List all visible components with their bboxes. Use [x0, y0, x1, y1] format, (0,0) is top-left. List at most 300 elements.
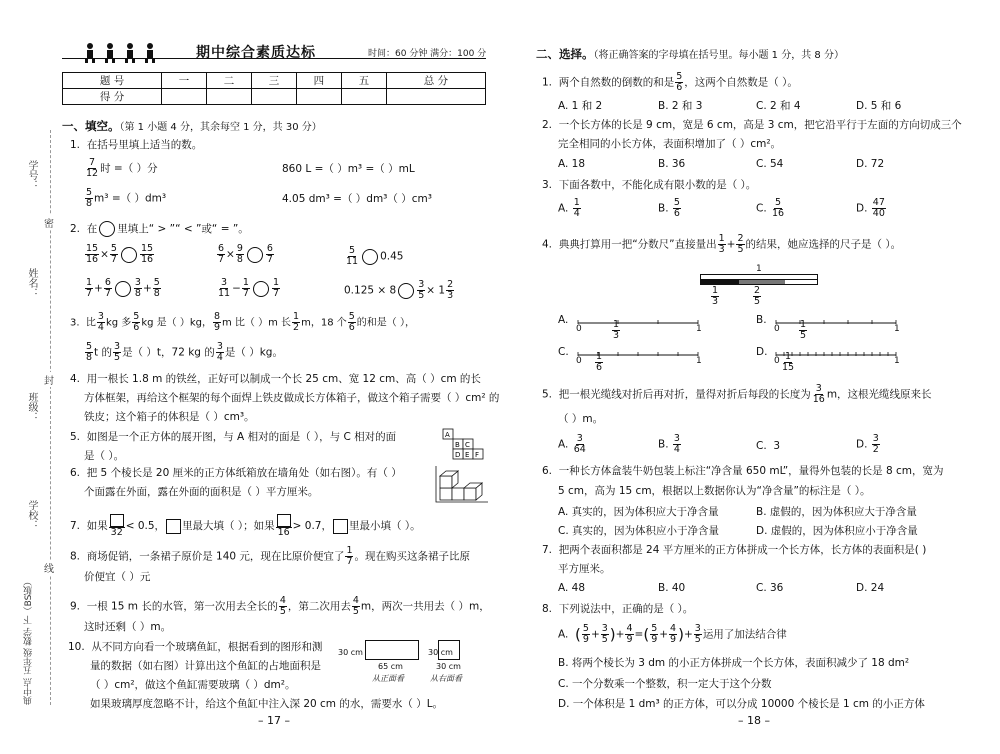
ruler-one: 1 [894, 324, 900, 334]
choice-option-d[interactable]: D. 虚假的，因为体积应小于净含量 [756, 525, 918, 537]
q2-part-d [84, 278, 162, 299]
denominator: 7 [242, 288, 249, 299]
fraction [612, 320, 620, 341]
question-text: 把 5 个棱长是 20 厘米的正方体纸箱放在墙角处（如右图）。有（ ） [86, 467, 402, 479]
choice-option-c[interactable]: C. 54 [756, 158, 784, 170]
choice-option-a[interactable] [558, 434, 588, 455]
fraction [669, 624, 677, 645]
question-number: 8. [70, 550, 81, 563]
choice-option-a[interactable]: A. 48 [558, 582, 586, 594]
denominator: 4 [573, 208, 580, 219]
fraction [236, 244, 244, 265]
net-face-d: D [455, 451, 461, 459]
choice-option-b[interactable]: B. 将两个棱长为 3 dm 的小正方体拼成一个长方体，表面积减少了 18 dm² [558, 657, 910, 669]
choice-option-c[interactable]: C. 2 和 4 [756, 100, 801, 112]
ruler-a [574, 318, 704, 328]
question-9 [70, 596, 490, 617]
denominator: 7 [272, 288, 279, 299]
question-10-line-2: 量的数据（如右图）计算出这个鱼缸的占地面积是 [90, 660, 321, 672]
right-view-rect [438, 640, 460, 660]
question-number: 6. [542, 465, 553, 477]
fraction [109, 514, 125, 538]
denominator: 5 [279, 606, 286, 617]
choice-question-2 [542, 118, 962, 132]
numerator: 15 [86, 243, 99, 254]
question-text: 一种长方体盒装牛奶包装上标注“净含量 650 mL”，量得外包装的长是 8 cm，宽为 [558, 465, 944, 477]
numerator: 1 [86, 277, 93, 288]
blank-box-numerator[interactable] [109, 514, 125, 528]
choice-option-a[interactable] [558, 198, 582, 219]
question-text: ，这两个自然数是（ ）。 [684, 76, 798, 89]
question-text: m，18 个 [301, 317, 347, 329]
question-10 [68, 640, 322, 654]
question-number: 3. [542, 179, 553, 191]
denominator: 64 [573, 444, 586, 455]
q2-part-b [216, 244, 275, 265]
paren-open: ( [643, 625, 650, 644]
score-input-cell[interactable] [386, 89, 485, 105]
denominator: 4 [216, 352, 223, 363]
numerator: 3 [673, 433, 680, 444]
stacked-boxes-diagram [432, 462, 490, 504]
denominator: 7 [346, 556, 353, 567]
question-number: 4. [542, 238, 553, 251]
question-8-line-2: 价便宜（ ）元 [84, 571, 151, 583]
denominator: 9 [626, 634, 633, 645]
ruler-option-a[interactable] [558, 314, 568, 326]
q2-part-c [344, 246, 403, 267]
numerator: 3 [872, 433, 879, 444]
right-view-caption: 从右面看 [430, 674, 462, 683]
question-number: 2. [542, 119, 553, 131]
numerator: 1 [293, 311, 300, 322]
option-letter: D. [856, 202, 868, 215]
front-view-rect [365, 640, 419, 660]
denominator: 16 [86, 254, 99, 265]
fraction [625, 624, 633, 645]
operator: × [226, 248, 235, 261]
choice-option-b[interactable] [658, 198, 682, 219]
numerator: 3 [221, 277, 228, 288]
blank-box-numerator[interactable] [276, 514, 292, 528]
question-text: m，这根光缆线原来长 [826, 388, 932, 401]
choice-option-d[interactable] [856, 198, 887, 219]
section-note: （将正确答案的字母填在括号里。每小题 1 分，共 8 分） [593, 50, 844, 61]
question-5 [70, 430, 396, 444]
fraction [85, 188, 93, 209]
question-number: 4. [70, 373, 81, 385]
section-note: （第 1 小题 4 分，其余每空 1 分，共 30 分） [119, 122, 322, 133]
ref-bar-two-fifths [739, 280, 785, 284]
denominator: 6 [596, 362, 603, 373]
choice-option-d[interactable] [856, 434, 881, 455]
numerator: 2 [447, 279, 454, 290]
question-number: 10. [68, 641, 85, 653]
numerator: 2 [754, 285, 761, 296]
numerator: 5 [133, 311, 140, 322]
answer-box[interactable] [110, 514, 124, 527]
numerator: 47 [872, 197, 885, 208]
question-text: 在 [86, 223, 98, 235]
page-number: – 18 – [738, 714, 770, 727]
choice-option-c[interactable] [756, 198, 786, 219]
question-4 [70, 372, 481, 386]
question-number: 8. [542, 603, 553, 615]
school-label: 学校： [26, 500, 37, 530]
student-id-label: 学号： [26, 160, 37, 190]
fraction [134, 278, 142, 299]
question-text: 如图是一个正方体的展开图，与 A 相对的面是（ ），与 C 相对的面 [86, 431, 397, 443]
choice-option-c[interactable]: C. 36 [756, 582, 784, 594]
fraction [140, 244, 154, 265]
numerator: 5 [153, 277, 160, 288]
denominator: 5 [114, 352, 121, 363]
q2-part-e [216, 278, 281, 299]
question-text: 0.45 [380, 250, 404, 263]
question-6 [70, 466, 402, 480]
denominator: 16 [277, 527, 290, 538]
fraction [446, 280, 454, 301]
question-8 [70, 546, 470, 567]
denominator: 6 [133, 322, 140, 333]
question-text: t 的 [94, 346, 113, 359]
front-view-width: 65 cm [378, 662, 403, 671]
q2-part-a [84, 244, 155, 265]
numerator: 3 [216, 341, 223, 352]
numerator: 3 [601, 623, 608, 634]
section-2-heading [536, 46, 844, 62]
choice-option-a[interactable]: A. 1 和 2 [558, 100, 603, 112]
ruler-option-b[interactable] [756, 314, 767, 326]
choice-question-2-line-2: 完全相同的小长方体，表面积增加了（ ）cm²。 [558, 138, 782, 150]
ruler-mark-label [798, 320, 808, 341]
choice-option-a[interactable]: A. 真实的，因为体积应大于净含量 [558, 506, 719, 518]
fraction [771, 198, 785, 219]
q2-part-f [344, 280, 455, 301]
numerator: 4 [279, 595, 286, 606]
denominator: 3 [718, 244, 725, 255]
choice-option-d[interactable]: D. 5 和 6 [856, 100, 902, 112]
fraction [872, 198, 886, 219]
question-text: m³ =（ ）dm³ [94, 192, 167, 205]
fraction [781, 352, 795, 373]
fraction [272, 278, 280, 299]
ruler-mark-label [611, 320, 621, 341]
ref-bar-third [701, 280, 739, 284]
choice-question-4 [542, 234, 901, 255]
fraction [292, 312, 300, 333]
score-input-cell[interactable] [296, 89, 341, 105]
numerator: 1 [712, 285, 719, 296]
q1-part-b: 860 L =（ ）m³ =（ ）mL [282, 163, 415, 175]
q1-part-c [84, 188, 166, 209]
denominator: 6 [673, 208, 680, 219]
ruler-mark-label [594, 352, 604, 373]
numerator: 5 [86, 187, 93, 198]
net-face-b: B [455, 441, 460, 449]
logo-figures-icon [82, 42, 162, 64]
answer-box[interactable] [166, 519, 181, 534]
numerator: 3 [694, 623, 701, 634]
fraction [217, 244, 225, 265]
question-text: 0.125 × 8 [344, 284, 397, 297]
denominator: 2 [872, 444, 879, 455]
numerator: 1 [242, 277, 249, 288]
denominator: 8 [236, 254, 243, 265]
choice-question-7 [542, 543, 926, 557]
choice-option-c[interactable]: C. 一个分数乘一个整数，积一定大于这个分数 [558, 678, 772, 690]
question-number: 3. [70, 317, 80, 329]
choice-option-d[interactable]: D. 24 [856, 582, 885, 594]
denominator: 11 [218, 288, 231, 299]
score-cell: 三 [251, 73, 296, 89]
ruler-one: 1 [696, 324, 702, 334]
question-text: 一根 15 m 长的水管，第一次用去全长的 [86, 600, 278, 613]
denominator: 5 [352, 606, 359, 617]
numerator: 6 [104, 277, 111, 288]
denominator: 5 [737, 244, 744, 255]
choice-question-5-line-2: （ ）m。 [558, 413, 604, 425]
fraction [104, 278, 112, 299]
paren-close: ) [609, 625, 616, 644]
choice-question-6 [542, 464, 944, 478]
answer-circle[interactable] [121, 247, 137, 263]
question-1 [70, 138, 202, 152]
choice-option-a[interactable]: A. ( $\frac{5}{9}$ + $\frac{3}{5}$ )+ $\frac{4}{9}$ =( $\frac{5}{9}$ + $\frac{4}{9}$ )+ $\frac{3}{5}$ 运用了加法结合律 [558, 623, 787, 645]
score-input-cell[interactable] [207, 89, 252, 105]
numerator: 2 [737, 233, 744, 244]
denominator: 32 [110, 527, 123, 538]
answer-circle[interactable] [253, 281, 269, 297]
denominator: 3 [613, 330, 620, 341]
score-cell: 四 [296, 73, 341, 89]
ruler-option-c[interactable] [558, 346, 569, 358]
option-letter: A. [558, 202, 569, 215]
fraction [110, 244, 118, 265]
choice-option-b[interactable] [658, 434, 682, 455]
option-letter: C. [756, 202, 767, 215]
question-text: 下列说法中，正确的是（ ）。 [558, 603, 694, 615]
ruler-zero: 0 [774, 324, 780, 334]
denominator: 9 [651, 634, 658, 645]
denominator: 40 [872, 208, 885, 219]
answer-circle[interactable] [247, 247, 263, 263]
fraction [573, 434, 587, 455]
denominator: 5 [601, 634, 608, 645]
name-label: 姓名： [26, 268, 37, 298]
fold-mark-feng: 封 [44, 372, 54, 387]
question-text: kg 多 [105, 317, 132, 329]
question-5-line-2: 是（ ）。 [84, 450, 125, 462]
front-view-height: 30 cm [338, 648, 363, 657]
choice-question-3 [542, 178, 756, 192]
option-letter: D. [856, 438, 868, 451]
answer-box[interactable] [277, 514, 291, 527]
option-letter: C. [558, 346, 569, 358]
answer-circle[interactable] [115, 281, 131, 297]
fraction [582, 624, 590, 645]
denominator: 7 [104, 288, 111, 299]
numerator: 5 [651, 623, 658, 634]
question-4-line-2: 方体框架，再给这个框架的每个面焊上铁皮做成长方体箱子，做这个箱子需要（ ）cm² 的 [84, 392, 500, 404]
numerator: 1 [800, 319, 807, 330]
ruler-mark-label [780, 352, 796, 373]
right-view-height: 30 cm [428, 648, 453, 657]
question-text: 商场促销，一条裙子原价是 140 元，现在比原价便宜了 [86, 550, 345, 563]
question-text: 是（ ）t，72 kg 的 [122, 346, 215, 359]
choice-option-a[interactable]: A. 18 [558, 158, 586, 170]
denominator: 16 [812, 394, 825, 405]
denominator: 16 [140, 254, 154, 265]
operator: × [100, 248, 109, 261]
question-10-line-4: 如果玻璃厚度忽略不计，给这个鱼缸中注入深 20 cm 的水，需要水（ ）L。 [90, 698, 444, 710]
fraction [85, 244, 99, 265]
fraction [276, 514, 292, 538]
ref-bar-label-1 [710, 286, 720, 307]
denominator: 4 [97, 322, 104, 333]
denominator: 5 [694, 634, 701, 645]
exam-meta: 时间：60 分钟 满分：100 分 [368, 49, 487, 59]
choice-option-b[interactable]: B. 虚假的，因为体积应大于净含量 [756, 506, 917, 518]
choice-option-b[interactable]: B. 36 [658, 158, 686, 170]
fraction [753, 286, 761, 307]
question-number: 5. [542, 388, 553, 401]
option-letter: B. [658, 202, 669, 215]
numerator: 4 [670, 623, 677, 634]
fraction [675, 72, 683, 93]
score-cell: 五 [341, 73, 386, 89]
denominator: 7 [266, 254, 273, 265]
numerator: 1 [596, 351, 603, 362]
denominator: 7 [218, 254, 225, 265]
question-text: 里最大填（ ）；如果 [182, 520, 275, 532]
question-text: ，第二次用去 [287, 600, 351, 613]
fraction [573, 198, 581, 219]
numerator: 5 [775, 197, 782, 208]
fraction [872, 434, 880, 455]
binding-gutter [2, 0, 58, 754]
question-3 [70, 312, 415, 333]
operator: + [726, 238, 736, 251]
question-text: 的结果，她应选择的尺子是（ ）。 [745, 238, 902, 251]
question-text: 里填上“ > ”“ < ”或“ = ”。 [117, 223, 249, 235]
choice-question-6-line-2: 5 cm，高为 15 cm，根据以上数据你认为“净含量”的标注是（ ）。 [558, 485, 871, 497]
denominator: 5 [800, 330, 807, 341]
question-text: m，两次一共用去（ ）m， [360, 600, 490, 613]
operator: − [232, 282, 241, 295]
score-input-cell[interactable] [162, 89, 207, 105]
ruler-option-d[interactable] [756, 346, 767, 358]
ruler-zero: 0 [576, 324, 582, 334]
question-text: kg 是（ ）kg， [141, 317, 212, 329]
numerator: 3 [134, 277, 141, 288]
question-3-line-2 [84, 342, 283, 363]
fraction [799, 320, 807, 341]
net-face-f: F [475, 451, 480, 459]
ruler-one: 1 [894, 356, 900, 366]
fraction [85, 158, 99, 179]
question-text: 。现在购买这条裙子比原 [354, 550, 470, 563]
page-number: – 17 – [258, 714, 290, 727]
fraction [345, 546, 353, 567]
choice-option-b[interactable]: B. 2 和 3 [658, 100, 703, 112]
option-value: 3 [773, 440, 781, 452]
score-cell: 得 分 [63, 89, 162, 105]
fraction [736, 234, 744, 255]
fraction [718, 234, 726, 255]
denominator: 7 [110, 254, 117, 265]
numerator: 1 [785, 351, 792, 362]
numerator: 7 [89, 157, 96, 168]
choice-option-c[interactable] [756, 440, 780, 452]
numerator: 5 [676, 71, 683, 82]
ref-bar-total-label: 1 [756, 264, 762, 274]
ref-bar-label-2 [752, 286, 762, 307]
choice-option-d[interactable]: D. 一个体积是 1 dm³ 的正方体，可以分成 10000 个棱长是 1 cm 的小正方体 [558, 698, 925, 710]
numerator: 3 [97, 311, 104, 322]
question-text: 把两个表面积都是 24 平方厘米的正方体拼成一个长方体，长方体的表面积是( ) [558, 544, 927, 556]
option-letter: D. [756, 346, 768, 358]
denominator: 15 [782, 362, 795, 373]
question-number: 7. [542, 544, 553, 556]
score-table-header-row [63, 73, 486, 89]
fraction [673, 198, 681, 219]
compare-circle [99, 221, 115, 237]
choice-option-c[interactable]: C. 真实的，因为体积应小于净含量 [558, 525, 720, 537]
denominator: 12 [86, 168, 99, 179]
question-text: 一个长方体的长是 9 cm，宽是 6 cm，高是 3 cm，把它沿平行于左面的方向切成三个 [558, 119, 962, 131]
fraction [153, 278, 161, 299]
numerator: 5 [86, 341, 93, 352]
fraction [242, 278, 250, 299]
option-letter: A. [558, 438, 569, 451]
option-letter: A. [558, 628, 569, 641]
question-7 [70, 514, 421, 538]
right-view-width: 30 cm [436, 662, 461, 671]
question-text: > 0.7， [292, 520, 332, 532]
choice-option-d[interactable]: D. 72 [856, 158, 885, 170]
fraction [266, 244, 274, 265]
option-letter: C. [756, 440, 767, 452]
ruler-one: 1 [696, 356, 702, 366]
question-6-line-2: 个面露在外面，露在外面的面积是（ ）平方厘米。 [84, 486, 319, 498]
fraction [352, 596, 360, 617]
score-input-cell[interactable] [251, 89, 296, 105]
option-letter: A. [558, 314, 569, 326]
answer-circle[interactable] [398, 283, 414, 299]
answer-box[interactable] [333, 519, 348, 534]
book-spine-label: 典中点 五年级 数学 下（BS版） [24, 576, 34, 705]
choice-option-b[interactable]: B. 40 [658, 582, 686, 594]
fraction [812, 384, 826, 405]
answer-circle[interactable] [362, 249, 378, 265]
option-text: 运用了加法结合律 [702, 628, 787, 641]
numerator: 4 [626, 623, 633, 634]
fold-mark-xian: 线 [44, 560, 54, 575]
fraction [217, 278, 231, 299]
page-title: 期中综合素质达标 [196, 45, 316, 61]
score-cell: 一 [162, 73, 207, 89]
numerator: 1 [346, 545, 353, 556]
fraction [132, 312, 140, 333]
option-letter: B. [658, 438, 669, 451]
fold-mark-mi: 密 [44, 215, 54, 230]
numerator: 5 [349, 245, 356, 256]
numerator: 3 [418, 279, 425, 290]
score-input-cell[interactable] [341, 89, 386, 105]
choice-question-7-line-2: 平方厘米。 [558, 563, 611, 575]
denominator: 2 [293, 322, 300, 333]
